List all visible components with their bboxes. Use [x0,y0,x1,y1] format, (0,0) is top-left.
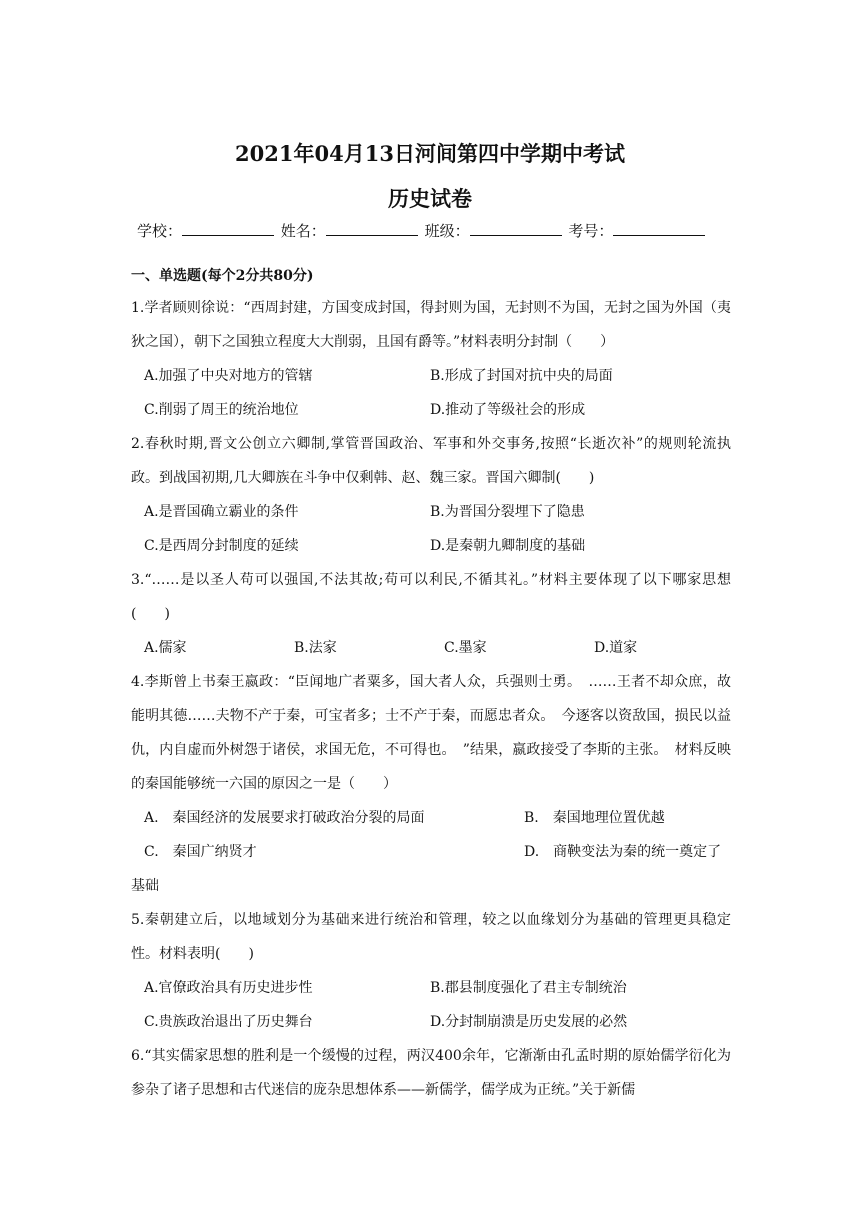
exam-number-blank[interactable] [613,219,705,236]
exam-subtitle: 历史试卷 [388,186,472,211]
question-3-stem: 3.“……是以圣人苟可以强国,不法其故;苟可以利民,不循其礼。”材料主要体现了以下哪家思想( ) [131,572,731,622]
question-1-options [131,359,731,393]
q5-option-a: A.官僚政治具有历史进步性 [144,980,313,996]
question-2-options-2 [131,529,731,563]
exam-number-label: 考号： [568,222,614,240]
question-5-stem: 5.秦朝建立后，以地域划分为基础来进行统治和管理，较之以血缘划分为基础的管理更具稳定性。材料表明( ) [131,912,731,962]
q2-option-a: A.是晋国确立霸业的条件 [144,504,299,520]
school-label: 学校： [137,222,183,240]
q3-option-c: C.墨家 [444,640,487,656]
q4-option-b: B. 秦国地理位置优越 [524,810,665,826]
q4-option-c: C. 秦国广纳贤才 [144,844,257,860]
question-1-options-2 [131,393,731,427]
q3-option-a: A.儒家 [144,640,187,656]
section-heading: 一、单选题(每个2分共80分) [131,268,314,284]
q1-option-d: D.推动了等级社会的形成 [430,402,586,418]
class-label: 班级： [424,222,470,240]
question-4-stem: 4.李斯曾上书秦王嬴政：“臣闻地广者粟多，国大者人众，兵强则士勇。 ……王者不却众庶，故能明其德……夫物不产于秦，可宝者多；士不产于秦，而愿忠者众。 今逐客以资敌国，损民以益仇，内自虚而外树怨于诸侯，求国无危，不可得也。 ”结果，嬴政接受了李斯的主张。 材料反映的秦国能够统一六国的原因之一是（ ） [131,674,731,792]
q2-option-b: B.为晋国分裂埋下了隐患 [430,504,585,520]
q1-option-a: A.加强了中央对地方的管辖 [144,368,313,384]
q2-option-c: C.是西周分封制度的延续 [144,538,299,554]
q4-option-d-overflow: 基础 [131,878,159,894]
question-2-options [131,495,731,529]
q5-option-b: B.郡县制度强化了君主专制统治 [430,980,627,996]
question-5-options-2 [131,1005,731,1039]
question-1-stem: 1.学者顾则徐说：“西周封建，方国变成封国，得封则为国，无封则不为国，无封之国为外国（夷狄之国），朝下之国独立程度大大削弱，且国有爵等。”材料表明分封制（ ） [131,300,731,350]
question-4-options [131,801,731,835]
question-4-options-2 [131,835,731,869]
q5-option-c: C.贵族政治退出了历史舞台 [144,1014,313,1030]
exam-title: 2021年04月13日河间第四中学期中考试 [235,141,625,166]
q4-option-a: A. 秦国经济的发展要求打破政治分裂的局面 [144,810,425,826]
question-2-stem: 2.春秋时期,晋文公创立六卿制,掌管晋国政治、军事和外交事务,按照“长逝次补”的规则轮流执政。到战国初期,几大卿族在斗争中仅剩韩、赵、魏三家。晋国六卿制( ) [131,436,731,486]
name-blank[interactable] [326,219,418,236]
q3-option-b: B.法家 [294,640,337,656]
question-5-options [131,971,731,1005]
q1-option-c: C.削弱了周王的统治地位 [144,402,299,418]
school-blank[interactable] [182,219,274,236]
q3-option-d: D.道家 [594,640,638,656]
q5-option-d: D.分封制崩溃是历史发展的必然 [430,1014,628,1030]
name-label: 姓名： [280,222,326,240]
question-3-options [131,631,731,665]
class-blank[interactable] [470,219,562,236]
questions-body [131,291,731,1107]
question-6-stem: 6.“其实儒家思想的胜利是一个缓慢的过程，两汉400余年，它渐渐由孔孟时期的原始儒学衍化为参杂了诸子思想和古代迷信的庞杂思想体系——新儒学，儒学成为正统。”关于新儒 [131,1048,731,1098]
q2-option-d: D.是秦朝九卿制度的基础 [430,538,586,554]
q4-option-d: D. 商鞅变法为秦的统一奠定了 [524,844,722,860]
student-info-line [137,219,707,242]
q1-option-b: B.形成了封国对抗中央的局面 [430,368,613,384]
